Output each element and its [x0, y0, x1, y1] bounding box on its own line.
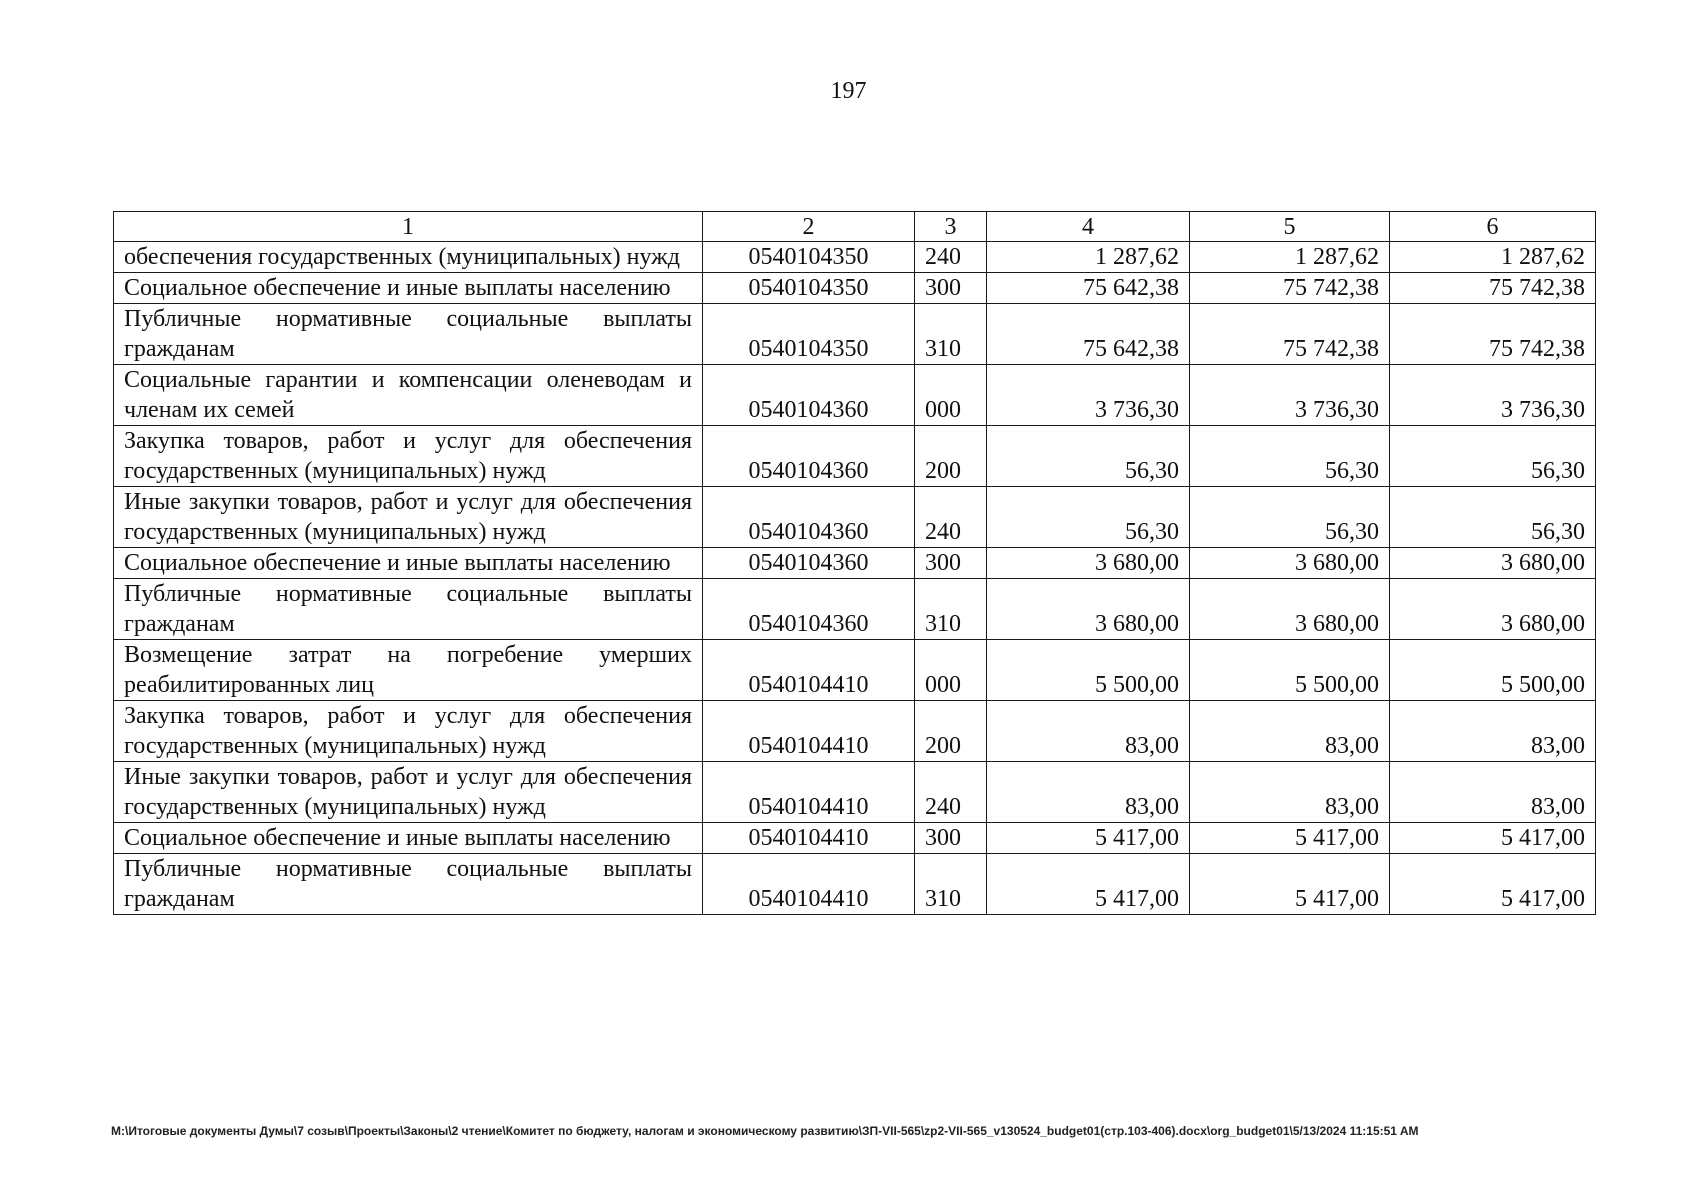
item-name-cell: Закупка товаров, работ и услуг для обеспечения государственных (муниципальных) нужд — [114, 426, 703, 487]
item-name-cell: Иные закупки товаров, работ и услуг для обеспечения государственных (муниципальных) нужд — [114, 762, 703, 823]
amount-col4-cell: 75 642,38 — [987, 273, 1190, 304]
table-row — [114, 487, 1596, 548]
amount-col6-cell: 75 742,38 — [1390, 304, 1596, 365]
amount-col4-cell: 5 500,00 — [987, 640, 1190, 701]
expense-type-cell: 310 — [915, 304, 987, 365]
amount-col5-cell: 83,00 — [1190, 762, 1390, 823]
amount-col6-cell: 5 417,00 — [1390, 854, 1596, 915]
item-name-cell: Публичные нормативные социальные выплаты гражданам — [114, 304, 703, 365]
target-code-cell: 0540104360 — [703, 426, 915, 487]
target-code-cell: 0540104410 — [703, 854, 915, 915]
item-name-cell: обеспечения государственных (муниципальных) нужд — [114, 242, 703, 273]
column-header: 2 — [703, 212, 915, 242]
item-name-cell: Социальное обеспечение и иные выплаты населению — [114, 273, 703, 304]
table-row — [114, 579, 1596, 640]
expense-type-cell: 240 — [915, 487, 987, 548]
item-name-cell: Иные закупки товаров, работ и услуг для обеспечения государственных (муниципальных) нужд — [114, 487, 703, 548]
amount-col4-cell: 3 680,00 — [987, 579, 1190, 640]
table-row — [114, 640, 1596, 701]
amount-col5-cell: 75 742,38 — [1190, 304, 1390, 365]
amount-col4-cell: 56,30 — [987, 487, 1190, 548]
header-row — [114, 212, 1596, 242]
table-row — [114, 762, 1596, 823]
amount-col4-cell: 3 680,00 — [987, 548, 1190, 579]
amount-col6-cell: 75 742,38 — [1390, 273, 1596, 304]
page-number: 197 — [830, 78, 867, 104]
expense-type-cell: 240 — [915, 762, 987, 823]
amount-col4-cell: 83,00 — [987, 762, 1190, 823]
target-code-cell: 0540104360 — [703, 579, 915, 640]
table-body — [114, 242, 1596, 915]
item-name-cell: Закупка товаров, работ и услуг для обеспечения государственных (муниципальных) нужд — [114, 701, 703, 762]
footer-file-path: M:\Итоговые документы Думы\7 созыв\Проекты\Законы\2 чтение\Комитет по бюджету, налогам и экономическому развитию\ЗП-VII-565\zp2-VII-565_v130524_budget01(стр.103-406).docx\org_budget01\5/13/2024 11:15:51 AM — [111, 1124, 1419, 1138]
table-row — [114, 823, 1596, 854]
amount-col6-cell: 1 287,62 — [1390, 242, 1596, 273]
expense-type-cell: 300 — [915, 273, 987, 304]
expense-type-cell: 310 — [915, 854, 987, 915]
target-code-cell: 0540104360 — [703, 487, 915, 548]
item-name-cell: Социальное обеспечение и иные выплаты населению — [114, 823, 703, 854]
amount-col5-cell: 56,30 — [1190, 487, 1390, 548]
column-header: 6 — [1390, 212, 1596, 242]
target-code-cell: 0540104350 — [703, 304, 915, 365]
amount-col6-cell: 83,00 — [1390, 701, 1596, 762]
amount-col6-cell: 5 500,00 — [1390, 640, 1596, 701]
column-header: 4 — [987, 212, 1190, 242]
target-code-cell: 0540104360 — [703, 548, 915, 579]
table-row — [114, 854, 1596, 915]
amount-col6-cell: 3 680,00 — [1390, 579, 1596, 640]
column-header: 5 — [1190, 212, 1390, 242]
table-row — [114, 273, 1596, 304]
amount-col5-cell: 5 417,00 — [1190, 823, 1390, 854]
amount-col4-cell: 5 417,00 — [987, 823, 1190, 854]
column-header: 1 — [114, 212, 703, 242]
amount-col4-cell: 83,00 — [987, 701, 1190, 762]
amount-col6-cell: 83,00 — [1390, 762, 1596, 823]
item-name-cell: Публичные нормативные социальные выплаты гражданам — [114, 579, 703, 640]
table-row — [114, 426, 1596, 487]
expense-type-cell: 300 — [915, 548, 987, 579]
amount-col4-cell: 56,30 — [987, 426, 1190, 487]
amount-col4-cell: 5 417,00 — [987, 854, 1190, 915]
table-row — [114, 548, 1596, 579]
amount-col5-cell: 5 500,00 — [1190, 640, 1390, 701]
expense-type-cell: 310 — [915, 579, 987, 640]
amount-col5-cell: 75 742,38 — [1190, 273, 1390, 304]
expense-type-cell: 000 — [915, 365, 987, 426]
amount-col4-cell: 3 736,30 — [987, 365, 1190, 426]
amount-col4-cell: 1 287,62 — [987, 242, 1190, 273]
item-name-cell: Социальные гарантии и компенсации оленеводам и членам их семей — [114, 365, 703, 426]
amount-col6-cell: 3 736,30 — [1390, 365, 1596, 426]
target-code-cell: 0540104350 — [703, 273, 915, 304]
amount-col5-cell: 3 680,00 — [1190, 579, 1390, 640]
amount-col5-cell: 3 736,30 — [1190, 365, 1390, 426]
amount-col5-cell: 56,30 — [1190, 426, 1390, 487]
amount-col5-cell: 83,00 — [1190, 701, 1390, 762]
target-code-cell: 0540104360 — [703, 365, 915, 426]
expense-type-cell: 000 — [915, 640, 987, 701]
item-name-cell: Публичные нормативные социальные выплаты гражданам — [114, 854, 703, 915]
expense-type-cell: 300 — [915, 823, 987, 854]
target-code-cell: 0540104350 — [703, 242, 915, 273]
expense-type-cell: 200 — [915, 701, 987, 762]
expense-type-cell: 200 — [915, 426, 987, 487]
amount-col6-cell: 56,30 — [1390, 426, 1596, 487]
target-code-cell: 0540104410 — [703, 823, 915, 854]
amount-col5-cell: 5 417,00 — [1190, 854, 1390, 915]
table-row — [114, 304, 1596, 365]
budget-table — [113, 211, 1596, 915]
amount-col6-cell: 3 680,00 — [1390, 548, 1596, 579]
item-name-cell: Возмещение затрат на погребение умерших реабилитированных лиц — [114, 640, 703, 701]
amount-col4-cell: 75 642,38 — [987, 304, 1190, 365]
amount-col6-cell: 5 417,00 — [1390, 823, 1596, 854]
table-row — [114, 701, 1596, 762]
target-code-cell: 0540104410 — [703, 640, 915, 701]
expense-type-cell: 240 — [915, 242, 987, 273]
target-code-cell: 0540104410 — [703, 701, 915, 762]
table-row — [114, 242, 1596, 273]
amount-col5-cell: 3 680,00 — [1190, 548, 1390, 579]
item-name-cell: Социальное обеспечение и иные выплаты населению — [114, 548, 703, 579]
target-code-cell: 0540104410 — [703, 762, 915, 823]
amount-col5-cell: 1 287,62 — [1190, 242, 1390, 273]
table-row — [114, 365, 1596, 426]
column-header: 3 — [915, 212, 987, 242]
amount-col6-cell: 56,30 — [1390, 487, 1596, 548]
